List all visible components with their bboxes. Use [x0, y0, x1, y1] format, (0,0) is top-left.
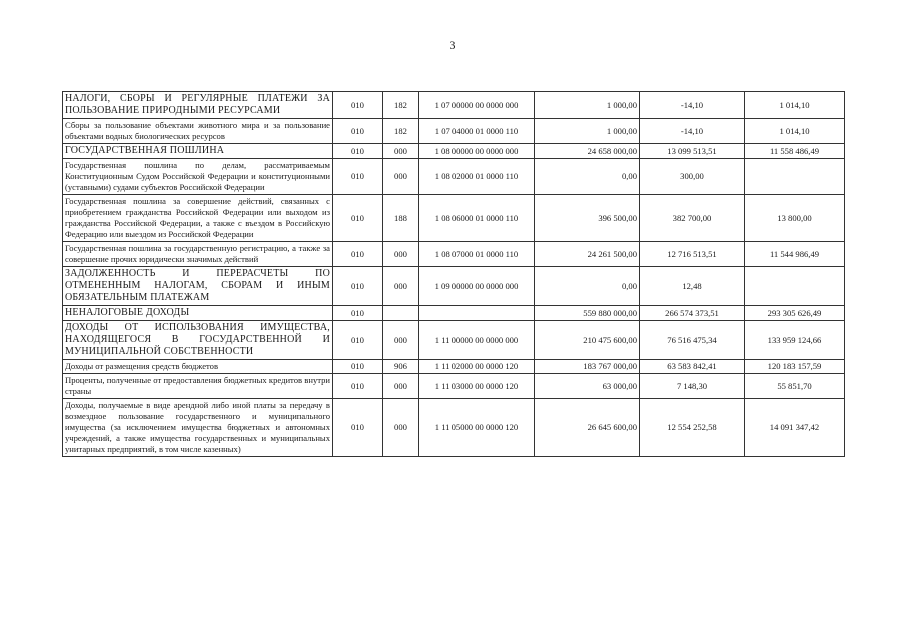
column-code-1-cell: 010: [333, 92, 383, 119]
column-code-2-cell: 182: [383, 119, 419, 144]
budget-classification-code-cell: 1 08 07000 01 0000 110: [419, 242, 535, 267]
table-row: [63, 374, 845, 399]
value-2-cell: 12 716 513,51: [640, 242, 745, 267]
value-3-cell: 14 091 347,42: [745, 399, 845, 457]
value-3-cell: 293 305 626,49: [745, 306, 845, 321]
budget-table: [62, 91, 845, 457]
table-row: [63, 267, 845, 306]
value-2-cell: -14,10: [640, 92, 745, 119]
value-2-cell: 382 700,00: [640, 195, 745, 242]
value-3-cell: [745, 159, 845, 195]
column-code-2-cell: 000: [383, 267, 419, 306]
value-3-cell: 11 544 986,49: [745, 242, 845, 267]
column-code-2-cell: [383, 306, 419, 321]
value-3-cell: 1 014,10: [745, 119, 845, 144]
value-1-cell: 559 880 000,00: [535, 306, 640, 321]
value-2-cell: 63 583 842,41: [640, 360, 745, 374]
column-code-1-cell: 010: [333, 399, 383, 457]
column-code-1-cell: 010: [333, 195, 383, 242]
column-code-1-cell: 010: [333, 360, 383, 374]
name-cell: ДОХОДЫ ОТ ИСПОЛЬЗОВАНИЯ ИМУЩЕСТВА, НАХОДЯЩЕГОСЯ В ГОСУДАРСТВЕННОЙ И МУНИЦИПАЛЬНОЙ СОБСТВЕННОСТИ: [63, 321, 333, 360]
value-1-cell: 63 000,00: [535, 374, 640, 399]
value-3-cell: [745, 267, 845, 306]
table-row: [63, 195, 845, 242]
budget-classification-code-cell: 1 11 05000 00 0000 120: [419, 399, 535, 457]
name-cell: Доходы, получаемые в виде арендной либо иной платы за передачу в возмездное пользование государственного и муниципального имущества (за исключением имущества бюджетных и автономных учреждений, а также имущества государственных и муниципальных унитарных предприятий, в том числе казенных): [63, 399, 333, 457]
column-code-2-cell: 000: [383, 144, 419, 159]
table-row: [63, 306, 845, 321]
column-code-1-cell: 010: [333, 159, 383, 195]
column-code-2-cell: 000: [383, 374, 419, 399]
value-3-cell: 120 183 157,59: [745, 360, 845, 374]
value-2-cell: 300,00: [640, 159, 745, 195]
value-1-cell: 0,00: [535, 159, 640, 195]
name-cell: ГОСУДАРСТВЕННАЯ ПОШЛИНА: [63, 144, 333, 159]
name-cell: Доходы от размещения средств бюджетов: [63, 360, 333, 374]
value-2-cell: 7 148,30: [640, 374, 745, 399]
table-row: [63, 321, 845, 360]
value-2-cell: 12,48: [640, 267, 745, 306]
value-3-cell: 11 558 486,49: [745, 144, 845, 159]
value-2-cell: -14,10: [640, 119, 745, 144]
value-3-cell: 1 014,10: [745, 92, 845, 119]
name-cell: НЕНАЛОГОВЫЕ ДОХОДЫ: [63, 306, 333, 321]
column-code-1-cell: 010: [333, 321, 383, 360]
value-1-cell: 24 658 000,00: [535, 144, 640, 159]
name-cell: Государственная пошлина за государственную регистрацию, а также за совершение прочих юридически значимых действий: [63, 242, 333, 267]
table-row: [63, 399, 845, 457]
column-code-1-cell: 010: [333, 119, 383, 144]
value-1-cell: 26 645 600,00: [535, 399, 640, 457]
column-code-2-cell: 182: [383, 92, 419, 119]
value-3-cell: 133 959 124,66: [745, 321, 845, 360]
name-cell: ЗАДОЛЖЕННОСТЬ И ПЕРЕРАСЧЕТЫ ПО ОТМЕНЕННЫМ НАЛОГАМ, СБОРАМ И ИНЫМ ОБЯЗАТЕЛЬНЫМ ПЛАТЕЖАМ: [63, 267, 333, 306]
name-cell: Государственная пошлина по делам, рассматриваемым Конституционным Судом Российской Федерации и конституционными (уставными) судами субъектов Российской Федерации: [63, 159, 333, 195]
value-1-cell: 183 767 000,00: [535, 360, 640, 374]
column-code-2-cell: 000: [383, 242, 419, 267]
budget-classification-code-cell: [419, 306, 535, 321]
value-3-cell: 55 851,70: [745, 374, 845, 399]
table-row: [63, 242, 845, 267]
budget-classification-code-cell: 1 07 04000 01 0000 110: [419, 119, 535, 144]
page-number: 3: [449, 38, 456, 52]
name-cell: Проценты, полученные от предоставления бюджетных кредитов внутри страны: [63, 374, 333, 399]
table-row: [63, 360, 845, 374]
table-row: [63, 159, 845, 195]
budget-classification-code-cell: 1 11 00000 00 0000 000: [419, 321, 535, 360]
value-3-cell: 13 800,00: [745, 195, 845, 242]
budget-classification-code-cell: 1 09 00000 00 0000 000: [419, 267, 535, 306]
table-row: [63, 119, 845, 144]
value-1-cell: 210 475 600,00: [535, 321, 640, 360]
column-code-1-cell: 010: [333, 144, 383, 159]
name-cell: НАЛОГИ, СБОРЫ И РЕГУЛЯРНЫЕ ПЛАТЕЖИ ЗА ПОЛЬЗОВАНИЕ ПРИРОДНЫМИ РЕСУРСАМИ: [63, 92, 333, 119]
budget-classification-code-cell: 1 08 02000 01 0000 110: [419, 159, 535, 195]
budget-classification-code-cell: 1 11 03000 00 0000 120: [419, 374, 535, 399]
value-1-cell: 0,00: [535, 267, 640, 306]
budget-classification-code-cell: 1 08 00000 00 0000 000: [419, 144, 535, 159]
column-code-2-cell: 000: [383, 159, 419, 195]
budget-classification-code-cell: 1 08 06000 01 0000 110: [419, 195, 535, 242]
column-code-2-cell: 000: [383, 321, 419, 360]
value-2-cell: 13 099 513,51: [640, 144, 745, 159]
value-2-cell: 12 554 252,58: [640, 399, 745, 457]
column-code-2-cell: 000: [383, 399, 419, 457]
column-code-1-cell: 010: [333, 267, 383, 306]
budget-classification-code-cell: 1 11 02000 00 0000 120: [419, 360, 535, 374]
table-row: [63, 144, 845, 159]
value-1-cell: 396 500,00: [535, 195, 640, 242]
column-code-1-cell: 010: [333, 242, 383, 267]
column-code-2-cell: 906: [383, 360, 419, 374]
value-2-cell: 76 516 475,34: [640, 321, 745, 360]
column-code-1-cell: 010: [333, 374, 383, 399]
value-1-cell: 1 000,00: [535, 119, 640, 144]
column-code-2-cell: 188: [383, 195, 419, 242]
name-cell: Государственная пошлина за совершение действий, связанных с приобретением гражданства Российской Федерации или выходом из гражданства Российской Федерации, а также с въездом в Российскую Федерацию или выездом из Российской Федерации: [63, 195, 333, 242]
value-1-cell: 1 000,00: [535, 92, 640, 119]
table-row: [63, 92, 845, 119]
column-code-1-cell: 010: [333, 306, 383, 321]
value-2-cell: 266 574 373,51: [640, 306, 745, 321]
value-1-cell: 24 261 500,00: [535, 242, 640, 267]
name-cell: Сборы за пользование объектами животного мира и за пользование объектами водных биологических ресурсов: [63, 119, 333, 144]
budget-classification-code-cell: 1 07 00000 00 0000 000: [419, 92, 535, 119]
